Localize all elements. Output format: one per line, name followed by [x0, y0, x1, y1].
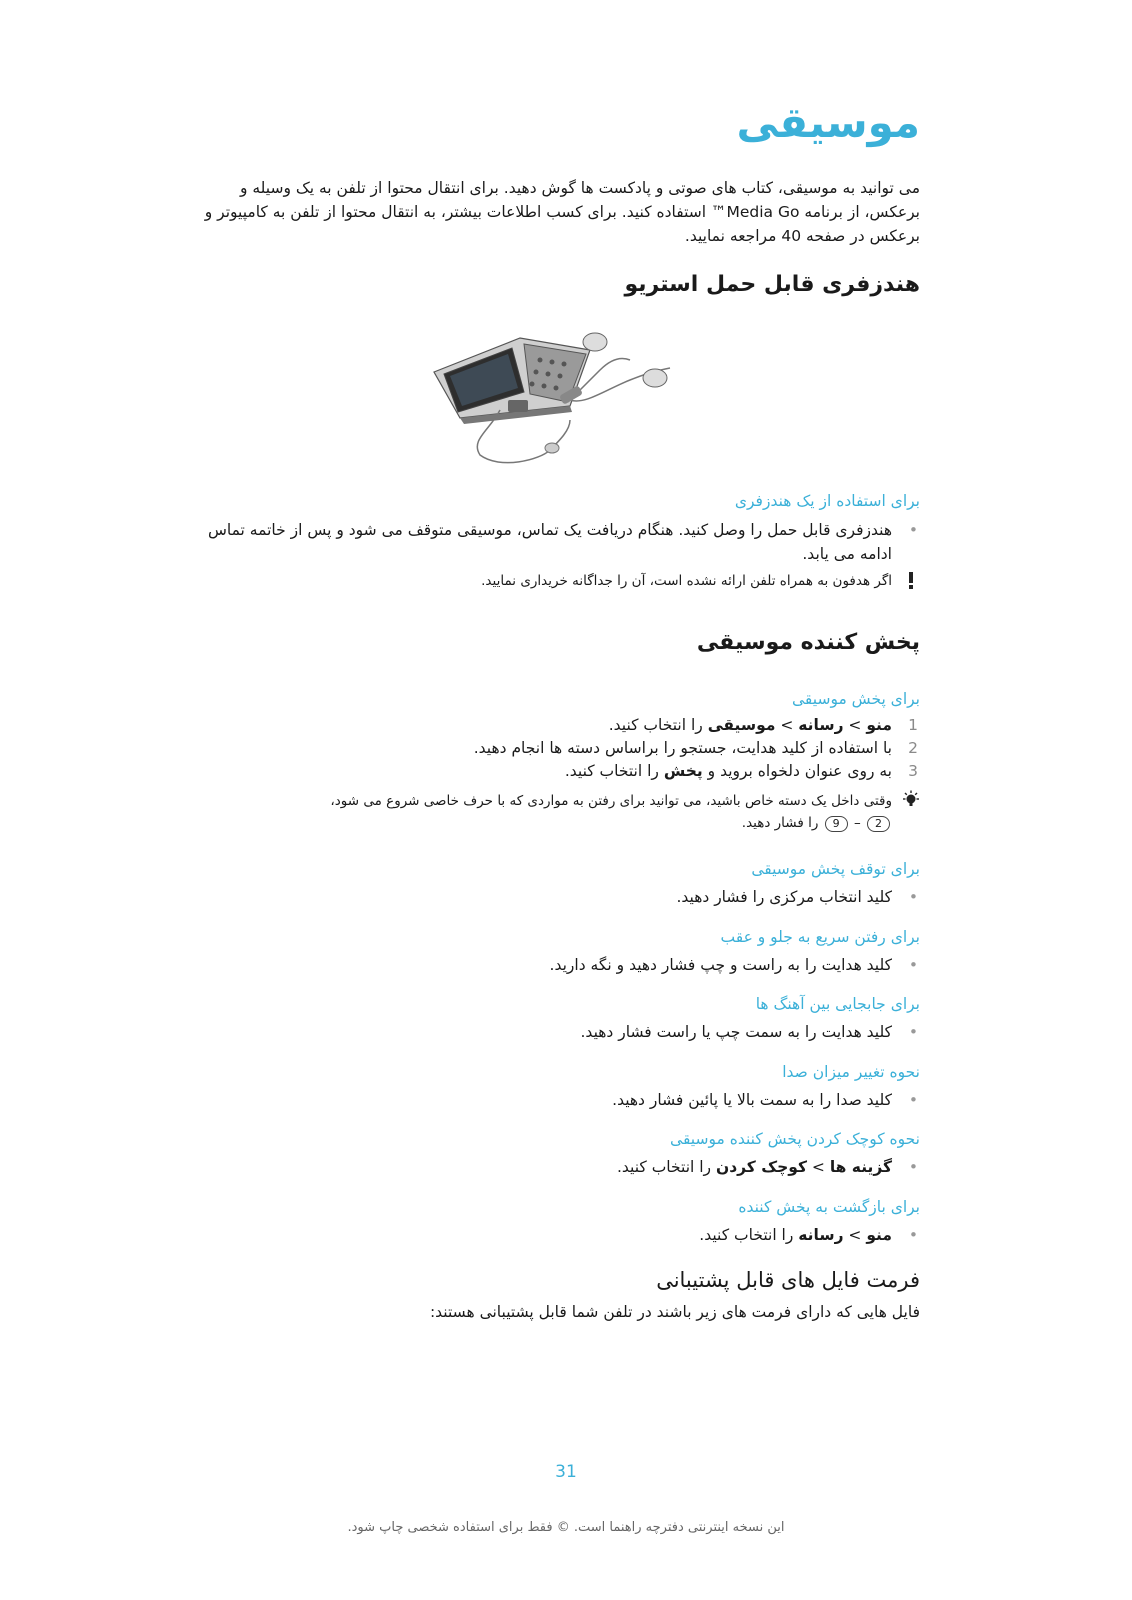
tip-text: وقتی داخل یک دسته خاص باشید، می توانید برای رفتن به مواردی که با حرف خاصی شروع می شود،	[330, 793, 892, 809]
footer-note: این نسخه اینترنتی دفترچه راهنما است. © فقط برای استفاده شخصی چاپ شود.	[347, 1520, 785, 1535]
play-label: پخش	[663, 762, 703, 780]
separator: >	[775, 716, 799, 734]
options-label: گزینه ها	[829, 1158, 892, 1176]
step-text: را انتخاب کنید.	[608, 716, 708, 734]
exclamation-icon	[902, 570, 920, 590]
bullet-text: را انتخاب کنید.	[699, 1226, 799, 1244]
key-2-icon: 2	[867, 816, 890, 832]
page-number: 31	[555, 1462, 577, 1482]
note-text: اگر هدفون به همراه تلفن ارائه نشده است، آن را جداگانه خریداری نمایید.	[481, 573, 892, 589]
step-text: را انتخاب کنید.	[564, 762, 664, 780]
formats-paragraph: فایل هایی که دارای فرمت های زیر باشند در تلفن شما قابل پشتیبانی هستند:	[429, 1303, 920, 1321]
step-2	[180, 736, 920, 760]
phone-handsfree-illustration	[420, 320, 740, 480]
seek-subheading: برای رفتن سریع به جلو و عقب	[720, 928, 920, 946]
tip-note	[180, 790, 920, 834]
page-title: موسیقی	[736, 98, 920, 147]
volume-bullet: • کلید صدا را به سمت بالا یا پائین فشار دهید.	[180, 1088, 920, 1112]
handsfree-note	[180, 570, 920, 592]
key-9-icon: 9	[825, 816, 848, 832]
minimize-subheading: نحوه کوچک کردن پخش کننده موسیقی	[670, 1130, 920, 1148]
volume-subheading: نحوه تغییر میزان صدا	[782, 1063, 920, 1081]
connector-plug	[508, 400, 528, 412]
switch-track-subheading: برای جابجایی بین آهنگ ها	[755, 995, 920, 1013]
step-text: با استفاده از کلید هدایت، جستجو را براساس دسته ها انجام دهید.	[473, 739, 892, 757]
menu-path-music: موسیقی	[707, 716, 776, 734]
menu-label: منو	[866, 1226, 892, 1244]
separator: >	[843, 1226, 867, 1244]
formats-heading: فرمت فایل های قابل پشتیبانی	[656, 1268, 920, 1292]
step-1	[180, 713, 920, 737]
seek-bullet: • کلید هدایت را به راست و چپ فشار دهید و نگه دارید.	[180, 953, 920, 977]
step-3	[180, 759, 920, 783]
manual-page	[180, 0, 920, 1600]
step-number: 3	[908, 762, 918, 780]
cable-clip	[545, 443, 559, 453]
menu-path-media: رسانه	[798, 716, 844, 734]
tip-text: را فشار دهید.	[741, 815, 819, 831]
lightbulb-icon	[902, 790, 920, 810]
step-text: به روی عنوان دلخواه بروید و	[702, 762, 892, 780]
bullet-text: را انتخاب کنید.	[616, 1158, 716, 1176]
stop-music-subheading: برای توقف پخش موسیقی	[751, 860, 920, 878]
intro-paragraph: می توانید به موسیقی، کتاب های صوتی و پادکست ها گوش دهید. برای انتقال محتوا از تلفن به یک وسیله و برعکس، از برنامه Media Go™ استفاده کنید. برای کسب اطلاعات بیشتر، به انتقال محتوا از تلفن به کامپیوتر و برعکس در صفحه 40 مراجعه نمایید.	[204, 179, 920, 245]
step-number: 1	[908, 716, 918, 734]
step-number: 2	[908, 739, 918, 757]
right-earbud	[643, 369, 667, 387]
minimize-bullet	[180, 1155, 920, 1179]
handsfree-heading: هندزفری قابل حمل استریو	[624, 272, 920, 297]
switch-track-bullet: • کلید هدایت را به سمت چپ یا راست فشار دهید.	[180, 1020, 920, 1044]
menu-path-menu: منو	[866, 716, 892, 734]
minimize-label: کوچک کردن	[715, 1158, 807, 1176]
use-handsfree-subheading: برای استفاده از یک هندزفری	[734, 492, 920, 510]
stop-music-bullet: • کلید انتخاب مرکزی را فشار دهید.	[180, 885, 920, 909]
return-player-bullet	[180, 1223, 920, 1247]
play-music-subheading: برای پخش موسیقی	[792, 690, 920, 708]
music-player-heading: پخش کننده موسیقی	[696, 630, 920, 655]
separator: >	[806, 1158, 830, 1176]
media-label: رسانه	[798, 1226, 844, 1244]
return-player-subheading: برای بازگشت به پخش کننده	[738, 1198, 920, 1216]
handsfree-bullet: • هندزفری قابل حمل را وصل کنید. هنگام دریافت یک تماس، موسیقی متوقف می شود و پس از خاتمه تماس ادامه می یابد.	[180, 518, 920, 566]
separator: >	[843, 716, 867, 734]
dash: –	[853, 815, 861, 831]
left-earbud	[583, 333, 607, 351]
